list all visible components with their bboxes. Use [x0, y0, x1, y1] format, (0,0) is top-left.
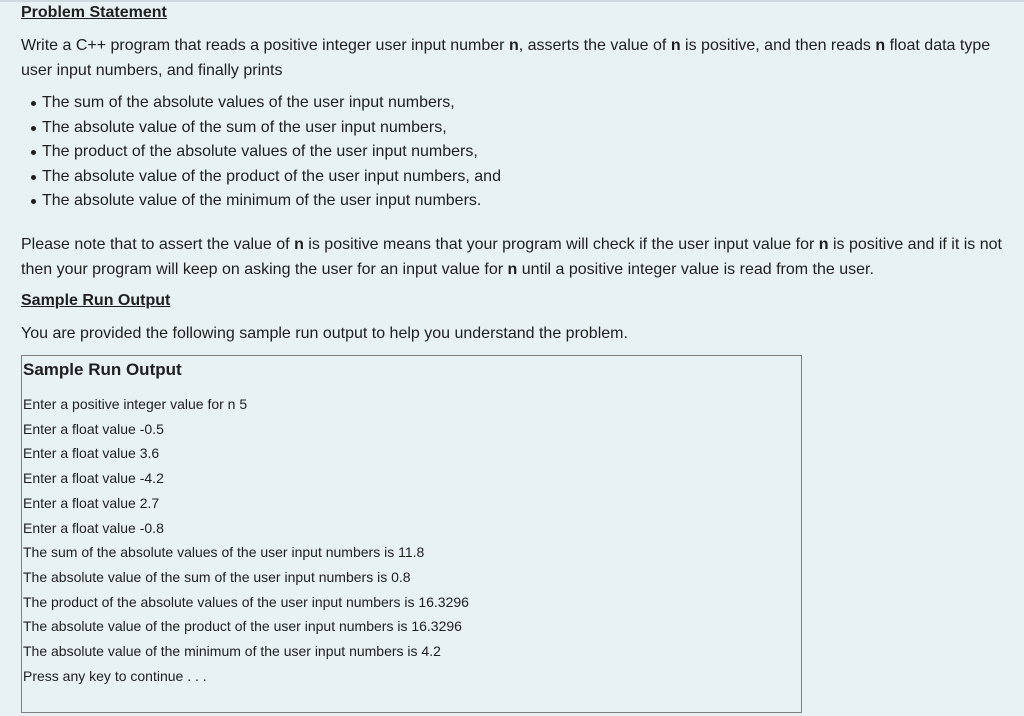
problem-statement-heading: Problem Statement	[21, 4, 167, 21]
list-item	[31, 140, 1011, 165]
note-var-n-1: n	[294, 235, 304, 253]
intro-text-4: float data type user input numbers, and finally prints	[21, 37, 991, 79]
intro-var-n-1: n	[508, 37, 519, 54]
output-line: The product of the absolute values of the user input numbers is 16.3296	[23, 593, 469, 610]
output-line: The sum of the absolute values of the user input numbers is 11.8	[23, 544, 425, 561]
intro-text-3: is positive, and then reads	[680, 37, 876, 54]
sample-output-lines	[23, 392, 801, 688]
bullet-dot-icon	[31, 101, 36, 106]
problem-intro-paragraph	[21, 33, 1011, 83]
list-item	[31, 91, 1011, 116]
sample-run-heading: Sample Run Output	[21, 291, 171, 309]
note-var-n-2: n	[818, 235, 829, 253]
output-line: Press any key to continue . . .	[23, 667, 207, 684]
sample-output-title: Sample Run Output	[23, 360, 182, 379]
note-text-2: is positive means that your program will check if the user input value for	[303, 235, 819, 253]
output-line: Enter a float value -4.2	[23, 470, 164, 487]
bullet-dot-icon	[31, 199, 36, 204]
intro-var-n-2: n	[670, 37, 681, 54]
note-text-4: until a positive integer value is read from the user.	[517, 260, 874, 278]
sample-output-box	[21, 355, 802, 713]
note-text-1: Please note that to assert the value of	[21, 235, 295, 253]
output-line: Enter a float value 2.7	[23, 494, 160, 511]
list-item-text: The product of the absolute values of the user input numbers,	[42, 143, 478, 161]
intro-text-2: , asserts the value of	[518, 37, 671, 54]
list-item	[31, 116, 1011, 141]
intro-text-1: Write a C++ program that reads a positive integer user input number	[21, 37, 509, 54]
output-line: Enter a float value -0.8	[23, 519, 164, 536]
output-line: The absolute value of the minimum of the user input numbers is 4.2	[23, 643, 441, 660]
bullet-dot-icon	[31, 175, 36, 180]
sample-run-intro: You are provided the following sample run output to help you understand the problem.	[21, 324, 628, 342]
output-line: Enter a positive integer value for n 5	[23, 396, 248, 412]
bullet-dot-icon	[31, 150, 36, 155]
list-item-text: The absolute value of the product of the user input numbers, and	[42, 167, 501, 185]
bullet-dot-icon	[31, 126, 36, 131]
output-line: The absolute value of the product of the user input numbers is 16.3296	[23, 618, 462, 635]
list-item-text: The absolute value of the minimum of the user input numbers.	[42, 192, 482, 210]
output-line: Enter a float value -0.5	[23, 420, 164, 437]
list-item-text: The absolute value of the sum of the user input numbers,	[42, 118, 447, 136]
note-var-n-3: n	[507, 260, 518, 278]
intro-var-n-3: n	[875, 37, 886, 54]
document-page	[21, 0, 1011, 684]
output-line: The absolute value of the sum of the user input numbers is 0.8	[23, 568, 411, 585]
list-item-text: The sum of the absolute values of the user input numbers,	[42, 94, 455, 111]
assert-note-paragraph	[21, 232, 1011, 282]
output-line: Enter a float value 3.6	[23, 445, 160, 462]
list-item	[31, 165, 1011, 190]
requirements-list	[21, 91, 1011, 214]
note-text-3: is positive and if it is not then your program will keep on asking the user for an input value for	[21, 235, 1002, 278]
list-item	[31, 189, 1011, 214]
